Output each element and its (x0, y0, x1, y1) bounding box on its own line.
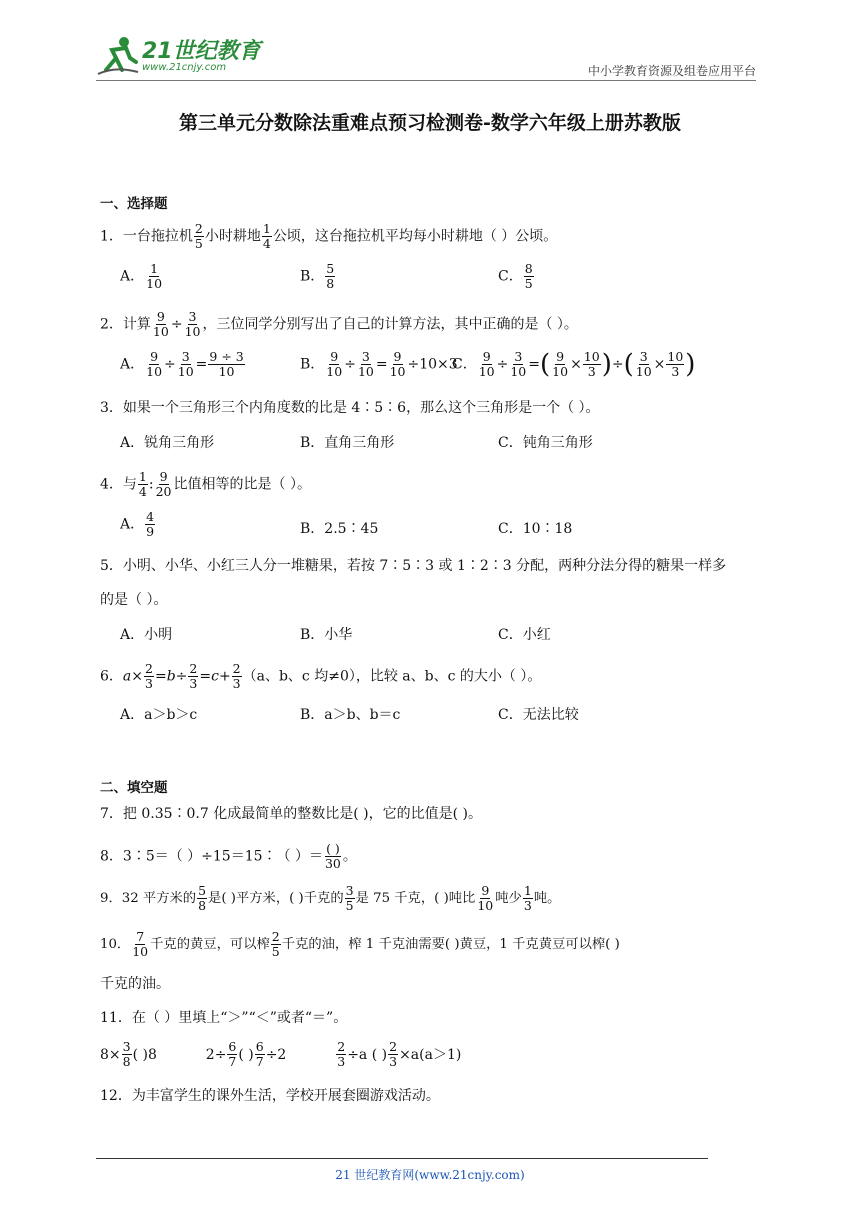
expr-3: $\frac{2}{3}$ ÷a ( ) $\frac{2}{3}$ ×a(a＞1) (337, 1039, 462, 1069)
question-1 (100, 222, 557, 251)
footer-link[interactable]: 21 世纪教育网(www.21cnjy.com) (335, 1168, 525, 1182)
question-9: 9．32 平方米的 $\frac{5}{8}$ 是( )平方米，( )千克的 $\frac{3}{5}$ 是 75 千克，( )吨比 $\frac{9}{10}$ 吨少 $\frac{1}{3}$ 吨。 (100, 883, 561, 913)
q1-prefix: 1．一台拖拉机 (100, 228, 193, 245)
question-3: 3．如果一个三角形三个内角度数的比是 4∶5∶6，那么这个三角形是一个（ ）。 (100, 400, 600, 416)
q1-mid: 小时耕地 (204, 228, 261, 245)
q4-option-c[interactable]: C．10∶18 (498, 521, 573, 537)
question-2: 2．计算 $\frac{9}{10}$ ÷ $\frac{3}{10}$ ，三位同学分别写出了自己的计算方法，其中正确的是（ ）。 (100, 309, 578, 339)
q6-option-b[interactable]: B．a＞b、b＝c (300, 707, 401, 723)
question-12: 12．为丰富学生的课外生活，学校开展套圈游戏活动。 (100, 1088, 440, 1104)
site-logo (96, 34, 261, 78)
q6-option-a[interactable]: A．a＞b＞c (120, 707, 198, 723)
question-11-expressions (100, 1040, 461, 1069)
q6-option-c[interactable]: C．无法比较 (498, 707, 579, 723)
q2-option-c[interactable]: C． $\frac{9}{10}$ ÷ $\frac{3}{10}$ =( $\frac{9}{10}$ × $\frac{10}{3}$ )÷( $\frac{3}{10}$ × $\frac{10}{3}$ ) (452, 349, 696, 380)
q2-option-a[interactable]: A． $\frac{9}{10}$ ÷ $\frac{3}{10}$ = $\frac{9 \div 3}{10}$ (120, 349, 244, 379)
header-divider (96, 80, 756, 81)
question-7: 7．把 0.35∶0.7 化成最简单的整数比是( )，它的比值是( )。 (100, 806, 482, 822)
q1-option-a[interactable]: A． $\frac{1}{10}$ (120, 261, 163, 291)
q3-option-a[interactable]: A．锐角三角形 (120, 435, 215, 451)
section-fill-heading: 二、填空题 (100, 780, 168, 796)
expr-2: 2÷ $\frac{6}{7}$ ( ) $\frac{6}{7}$ ÷2 (205, 1039, 287, 1069)
fraction: $\frac{2}{5}$ (194, 221, 203, 251)
q1-option-c[interactable]: C． $\frac{8}{5}$ (498, 261, 533, 291)
header-tagline: 中小学教育资源及组卷应用平台 (587, 64, 756, 78)
q1-option-b[interactable]: B． $\frac{5}{8}$ (300, 261, 335, 291)
question-4: 4．与 $\frac{1}{4}$ : $\frac{9}{20}$ 比值相等的比是（ ）。 (100, 469, 311, 499)
expr-1: 8× $\frac{3}{8}$ ( )8 (100, 1039, 157, 1069)
question-10-line-2: 千克的油。 (100, 976, 170, 992)
q5-option-b[interactable]: B．小华 (300, 627, 353, 643)
section-choice-heading: 一、选择题 (100, 196, 168, 212)
logo-text: 21世纪教育 (142, 39, 261, 64)
question-5-line-2: 的是（ ）。 (100, 592, 168, 608)
q3-option-b[interactable]: B．直角三角形 (300, 435, 395, 451)
q4-option-a[interactable]: A． $\frac{4}{9}$ (120, 509, 155, 539)
question-5-line-1: 5．小明、小华、小红三人分一堆糖果，若按 7∶5∶3 或 1∶2∶3 分配，两种分法分得的糖果一样多 (100, 558, 727, 574)
q5-option-a[interactable]: A．小明 (120, 627, 173, 643)
logo-url: www.21cnjy.com (142, 62, 227, 73)
q4-option-b[interactable]: B．2.5∶45 (300, 521, 379, 537)
runner-logo-icon (96, 34, 140, 78)
question-10: 10． $\frac{7}{10}$ 千克的黄豆，可以榨 $\frac{2}{5}$ 千克的油，榨 1 千克油需要( )黄豆，1 千克黄豆可以榨( ) (100, 929, 620, 959)
question-6: 6．a× $\frac{2}{3}$ =b÷ $\frac{2}{3}$ =c+ $\frac{2}{3}$ （a、b、c 均≠0），比较 a、b、c 的大小（ ）。 (100, 661, 542, 691)
footer-divider (96, 1158, 708, 1159)
page-title: 第三单元分数除法重难点预习检测卷-数学六年级上册苏教版 (179, 112, 681, 134)
q2-option-b[interactable]: B． $\frac{9}{10}$ ÷ $\frac{3}{10}$ = $\frac{9}{10}$ ÷10×3 (300, 349, 458, 379)
q5-option-c[interactable]: C．小红 (498, 627, 551, 643)
fraction: $\frac{1}{4}$ (262, 221, 271, 251)
question-11: 11．在（ ）里填上“＞”“＜”或者“＝”。 (100, 1010, 348, 1026)
question-8: 8．3∶5＝（ ）÷15＝15∶（ ）＝ $\frac{( )}{30}$ 。 (100, 841, 357, 871)
q3-option-c[interactable]: C．钝角三角形 (498, 435, 593, 451)
q1-suffix: 公顷，这台拖拉机平均每小时耕地（ ）公顷。 (272, 228, 558, 245)
